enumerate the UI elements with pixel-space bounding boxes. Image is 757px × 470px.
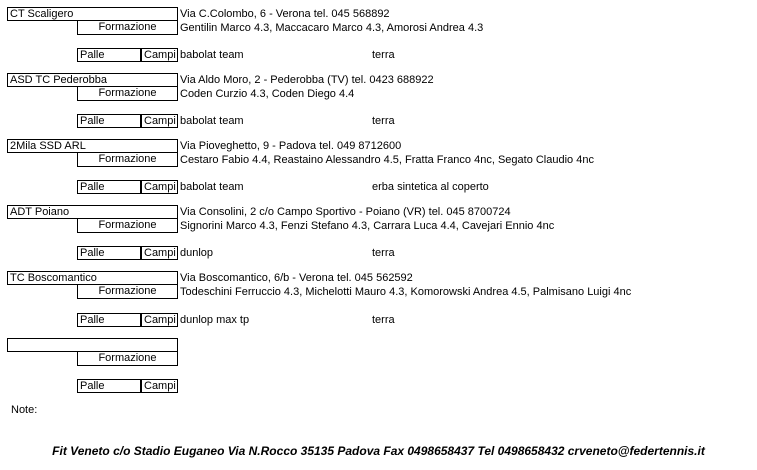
palle-label: Palle: [80, 314, 105, 326]
palle-label: Palle: [80, 49, 105, 61]
campi-label-box: [141, 379, 178, 393]
formazione-label: Formazione: [98, 285, 157, 297]
palle-label-box: [77, 379, 141, 393]
palle-label: Palle: [80, 380, 105, 392]
club-name-box: [7, 205, 178, 219]
formazione-label: Formazione: [98, 87, 157, 99]
club-surface: terra: [372, 314, 395, 326]
formazione-label: Formazione: [98, 219, 157, 231]
campi-label-box: [141, 313, 178, 327]
palle-label: Palle: [80, 247, 105, 259]
palle-label-box: [77, 48, 141, 62]
formazione-label: Formazione: [98, 153, 157, 165]
club-name-box: [7, 73, 178, 87]
club-balls: babolat team: [180, 181, 244, 193]
note-label: Note:: [11, 404, 38, 416]
palle-label-box: [77, 246, 141, 260]
club-name: CT Scaligero: [10, 8, 74, 20]
campi-label: Campi: [144, 115, 176, 127]
club-name: ADT Poiano: [10, 206, 70, 218]
palle-label: Palle: [80, 181, 105, 193]
formazione-label-box: [77, 153, 178, 167]
club-balls: babolat team: [180, 115, 244, 127]
campi-label-box: [141, 180, 178, 194]
campi-label: Campi: [144, 314, 176, 326]
club-players: Gentilin Marco 4.3, Maccacaro Marco 4.3, Amorosi Andrea 4.3: [180, 22, 484, 34]
formazione-label: Formazione: [98, 21, 157, 33]
club-balls: dunlop max tp: [180, 314, 250, 326]
palle-label-box: [77, 313, 141, 327]
formazione-label-box: [77, 87, 178, 101]
campi-label-box: [141, 246, 178, 260]
club-address: Via Consolini, 2 c/o Campo Sportivo - Poiano (VR) tel. 045 8700724: [180, 206, 511, 218]
formazione-label-box: [77, 352, 178, 366]
campi-label-box: [141, 48, 178, 62]
club-address: Via Aldo Moro, 2 - Pederobba (TV) tel. 0423 688922: [180, 74, 434, 86]
club-surface: terra: [372, 49, 395, 61]
palle-label: Palle: [80, 115, 105, 127]
campi-label: Campi: [144, 49, 176, 61]
club-surface: terra: [372, 247, 395, 259]
club-players: Signorini Marco 4.3, Fenzi Stefano 4.3, Carrara Luca 4.4, Cavejari Ennio 4nc: [180, 220, 555, 232]
formazione-label-box: [77, 21, 178, 35]
club-players: Coden Curzio 4.3, Coden Diego 4.4: [180, 88, 355, 100]
campi-label: Campi: [144, 181, 176, 193]
palle-label-box: [77, 180, 141, 194]
club-players: Todeschini Ferruccio 4.3, Michelotti Mauro 4.3, Komorowski Andrea 4.5, Palmisano Luigi 4nc: [180, 286, 632, 298]
club-name: TC Boscomantico: [10, 272, 97, 284]
formazione-label-box: [77, 285, 178, 299]
palle-label-box: [77, 114, 141, 128]
club-name-box: [7, 271, 178, 285]
formazione-label: Formazione: [98, 352, 157, 364]
campi-label-box: [141, 114, 178, 128]
club-address: Via Boscomantico, 6/b - Verona tel. 045 562592: [180, 272, 413, 284]
footer-contact: Fit Veneto c/o Stadio Euganeo Via N.Rocco 35135 Padova Fax 0498658437 Tel 0498658432 crveneto@federtennis.it: [52, 444, 705, 458]
club-name: 2Mila SSD ARL: [10, 140, 86, 152]
club-surface: erba sintetica al coperto: [372, 181, 489, 193]
club-name: ASD TC Pederobba: [10, 74, 108, 86]
club-balls: dunlop: [180, 247, 214, 259]
club-surface: terra: [372, 115, 395, 127]
club-name-box: [7, 338, 178, 352]
club-players: Cestaro Fabio 4.4, Reastaino Alessandro 4.5, Fratta Franco 4nc, Segato Claudio 4nc: [180, 154, 594, 166]
campi-label: Campi: [144, 247, 176, 259]
club-address: Via C.Colombo, 6 - Verona tel. 045 568892: [180, 8, 390, 20]
club-name-box: [7, 7, 178, 21]
formazione-label-box: [77, 219, 178, 233]
club-balls: babolat team: [180, 49, 244, 61]
club-address: Via Pioveghetto, 9 - Padova tel. 049 8712600: [180, 140, 402, 152]
campi-label: Campi: [144, 380, 176, 392]
club-name-box: [7, 139, 178, 153]
